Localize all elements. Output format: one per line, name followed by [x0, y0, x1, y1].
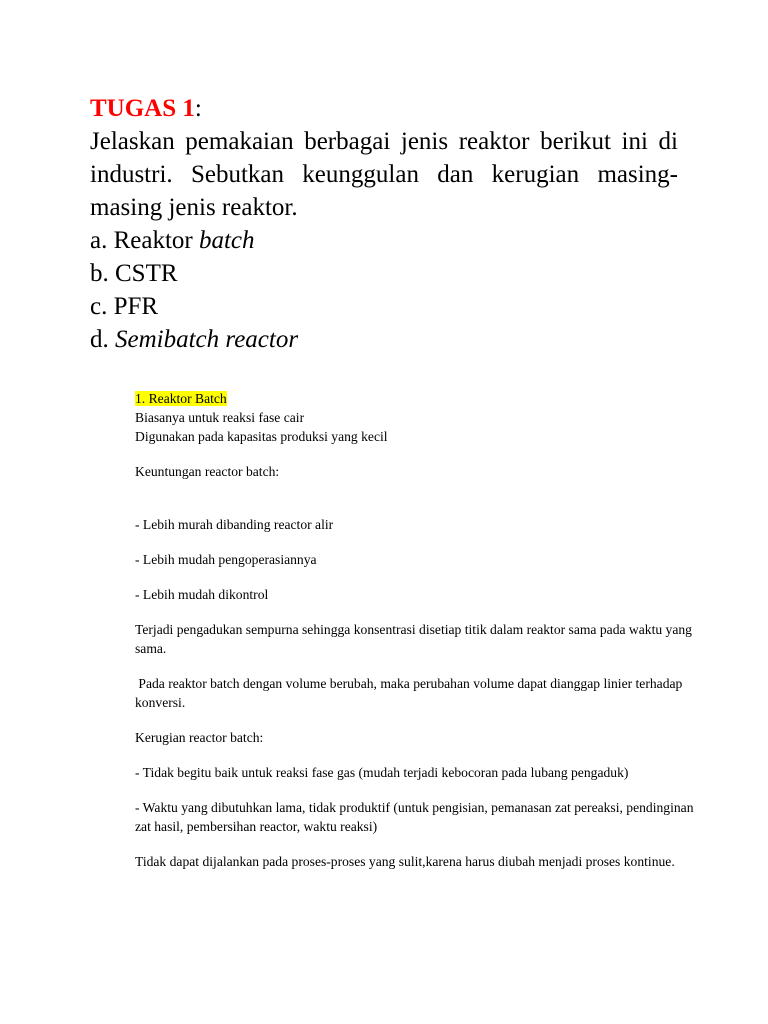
- section-line-2: Digunakan pada kapasitas produksi yang kecil: [135, 429, 388, 444]
- task-block: [90, 92, 678, 356]
- disadvantages-heading: Kerugian reactor batch:: [135, 730, 264, 745]
- paragraph-closing: Tidak dapat dijalankan pada proses-proses yang sulit,karena harus diubah menjadi proses kontinue.: [135, 854, 675, 869]
- section-line-1: Biasanya untuk reaksi fase cair: [135, 410, 305, 425]
- disadvantage-item-2: - Waktu yang dibutuhkan lama, tidak produktif (untuk pengisian, pemanasan zat pereaksi, pendinginan zat hasil, pembersihan reactor, waktu reaksi): [135, 800, 694, 834]
- task-item-a: [90, 224, 678, 257]
- task-item-b: [90, 257, 678, 290]
- task-item-d-prefix: d.: [90, 326, 115, 353]
- advantage-item-1: - Lebih murah dibanding reactor alir: [135, 517, 334, 532]
- task-item-d: [90, 323, 678, 356]
- task-intro: Jelaskan pemakaian berbagai jenis reaktor berikut ini di industri. Sebutkan keunggulan dan kerugian masing-masing jenis reaktor.: [90, 128, 678, 221]
- disadvantage-item-1: - Tidak begitu baik untuk reaksi fase gas (mudah terjadi kebocoran pada lubang pengaduk): [135, 765, 629, 780]
- task-item-c-prefix: c. PFR: [90, 293, 159, 320]
- section-content: [135, 389, 695, 871]
- advantage-item-2: - Lebih mudah pengoperasiannya: [135, 552, 317, 567]
- task-item-a-italic: batch: [198, 227, 255, 254]
- task-item-d-italic: Semibatch reactor: [115, 326, 299, 353]
- task-heading: [90, 92, 678, 125]
- task-item-b-prefix: b. CSTR: [90, 260, 178, 287]
- task-item-c: [90, 290, 678, 323]
- paragraph-mixing: Terjadi pengadukan sempurna sehingga konsentrasi disetiap titik dalam reaktor sama pada waktu yang sama.: [135, 622, 692, 656]
- task-title-suffix: :: [194, 95, 202, 122]
- task-item-a-prefix: a. Reaktor: [90, 227, 199, 254]
- paragraph-volume: Pada reaktor batch dengan volume berubah, maka perubahan volume dapat dianggap linier terhadap konversi.: [135, 676, 686, 710]
- section-heading: 1. Reaktor Batch: [135, 391, 227, 406]
- task-title: TUGAS 1: [90, 95, 195, 122]
- advantages-heading: Keuntungan reactor batch:: [135, 464, 280, 479]
- advantage-item-3: - Lebih mudah dikontrol: [135, 587, 269, 602]
